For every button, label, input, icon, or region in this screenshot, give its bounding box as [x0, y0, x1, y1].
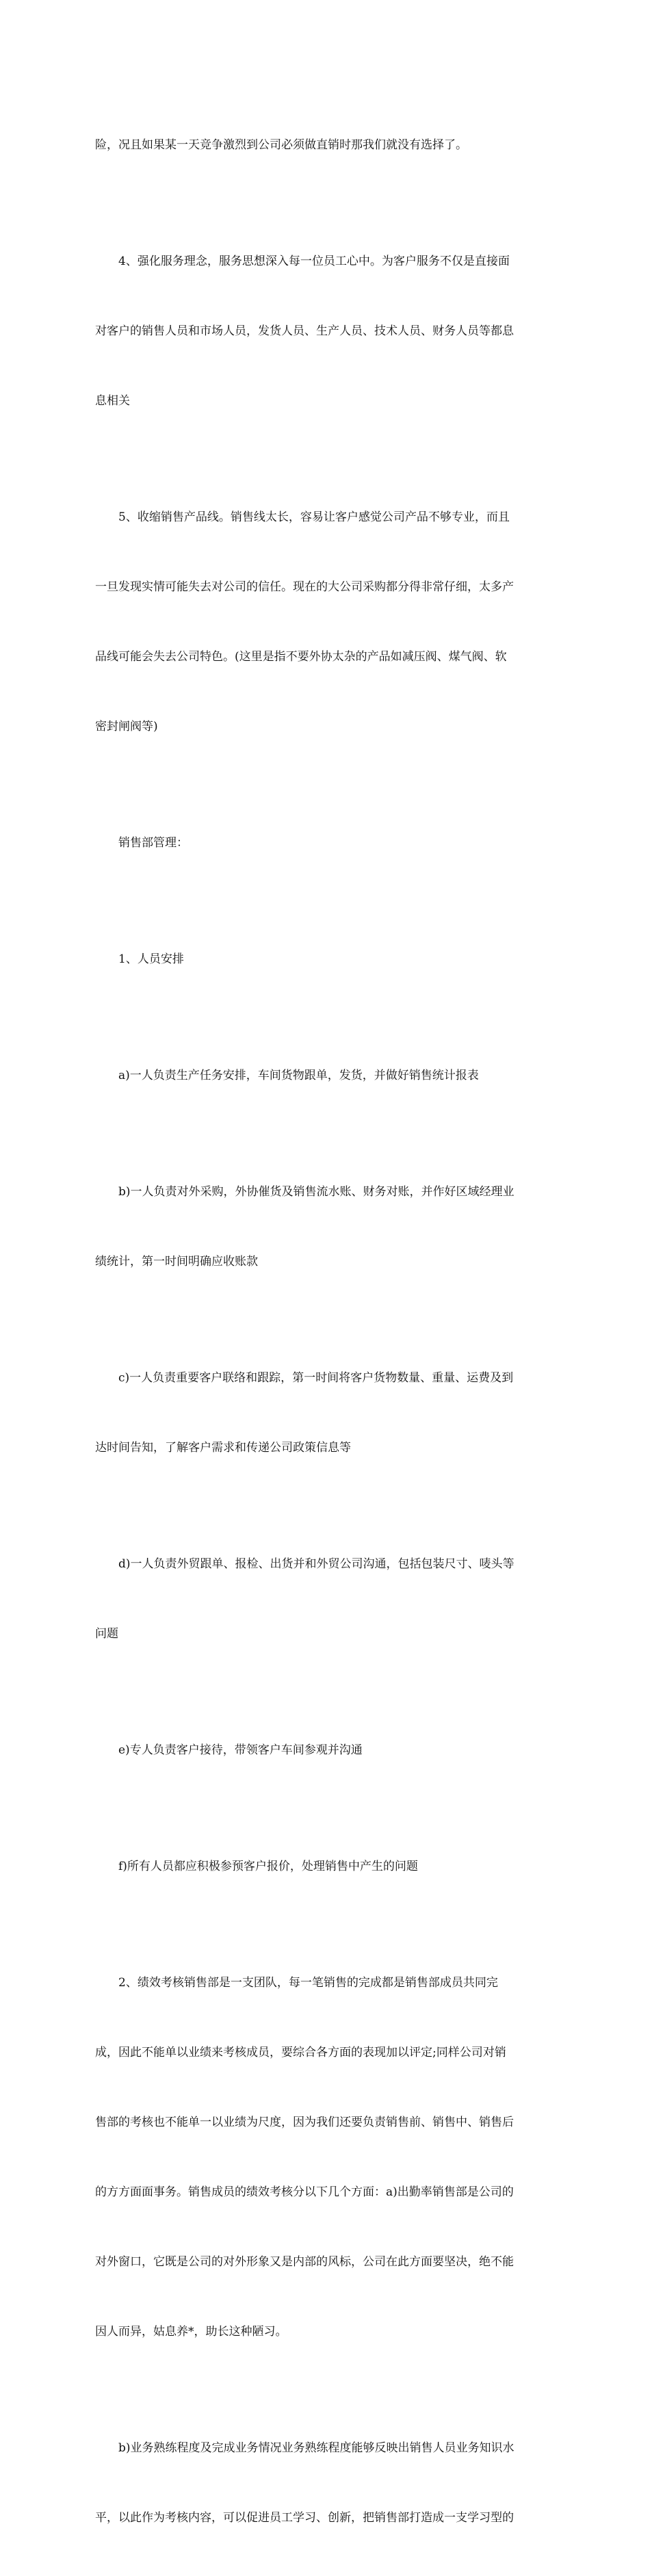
subheading-staffing [95, 901, 557, 1017]
paragraph-service-concept [95, 203, 557, 459]
text-line: 的方方面面事务。销售成员的绩效考核分以下几个方面：a)出勤率销售部是公司的 [95, 2185, 514, 2199]
text-line: 对客户的销售人员和市场人员，发货人员、生产人员、技术人员、财务人员等都息 [95, 324, 514, 338]
text-line: a)一人负责生产任务安排，车间货物跟单，发货，并做好销售统计报表 [118, 1069, 479, 1082]
text-line: 销售部管理： [118, 836, 188, 850]
text-line: 1、人员安排 [118, 952, 184, 966]
text-line: 成，因此不能单以业绩来考核成员，要综合各方面的表现加以评定;同样公司对销 [95, 2046, 506, 2059]
paragraph-continuation [95, 87, 557, 203]
text-line: c)一人负责重要客户联络和跟踪，第一时间将客户货物数量、重量、运费及到 [118, 1371, 514, 1385]
text-line: e)专人负责客户接待，带领客户车间参观并沟通 [118, 1743, 363, 1757]
list-item-f [95, 1808, 557, 1925]
list-item-a [95, 1017, 557, 1134]
text-line: 问题 [95, 1627, 118, 1641]
paragraph-skill-proficiency [95, 2390, 557, 2576]
text-line: 绩统计，第一时间明确应收账款 [95, 1255, 258, 1269]
text-line: 对外窗口，它既是公司的对外形象又是内部的风标，公司在此方面要坚决，绝不能 [95, 2255, 514, 2269]
text-line: b)业务熟练程度及完成业务情况业务熟练程度能够反映出销售人员业务知识水 [118, 2441, 515, 2455]
text-line: 售部的考核也不能单一以业绩为尺度，因为我们还要负责销售前、销售中、销售后 [95, 2116, 514, 2129]
text-line: b)一人负责对外采购，外协催货及销售流水账、财务对账，并作好区域经理业 [118, 1185, 515, 1199]
text-line: 因人而异，姑息养*，助长这种陋习。 [95, 2325, 287, 2339]
text-line: 息相关 [95, 394, 130, 408]
document-body [95, 87, 557, 2576]
section-heading-sales-management [95, 785, 557, 901]
text-line: 4、强化服务理念，服务思想深入每一位员工心中。为客户服务不仅是直接面 [118, 255, 510, 268]
list-item-d [95, 1506, 557, 1692]
text-line: 达时间告知，了解客户需求和传递公司政策信息等 [95, 1441, 351, 1455]
text-line: 平，以此作为考核内容，可以促进员工学习、创新，把销售部打造成一支学习型的 [95, 2511, 514, 2525]
text-line: 5、收缩销售产品线。销售线太长，容易让客户感觉公司产品不够专业，而且 [118, 510, 510, 524]
text-line: 品线可能会失去公司特色。(这里是指不要外协太杂的产品如减压阀、煤气阀、软 [95, 650, 507, 664]
list-item-e [95, 1692, 557, 1808]
text-line: d)一人负责外贸跟单、报检、出货并和外贸公司沟通，包括包装尺寸、唛头等 [118, 1557, 515, 1571]
paragraph-product-line [95, 459, 557, 785]
text-line: 险，况且如果某一天竞争激烈到公司必须做直销时那我们就没有选择了。 [95, 138, 467, 152]
list-item-b [95, 1134, 557, 1320]
text-line: f)所有人员都应积极参预客户报价，处理销售中产生的问题 [118, 1860, 418, 1873]
text-line: 一旦发现实情可能失去对公司的信任。现在的大公司采购都分得非常仔细，太多产 [95, 580, 514, 594]
text-line: 2、绩效考核销售部是一支团队，每一笔销售的完成都是销售部成员共同完 [118, 1976, 498, 1990]
list-item-c [95, 1320, 557, 1506]
paragraph-performance-review [95, 1925, 557, 2390]
text-line: 密封闸阀等) [95, 720, 158, 733]
